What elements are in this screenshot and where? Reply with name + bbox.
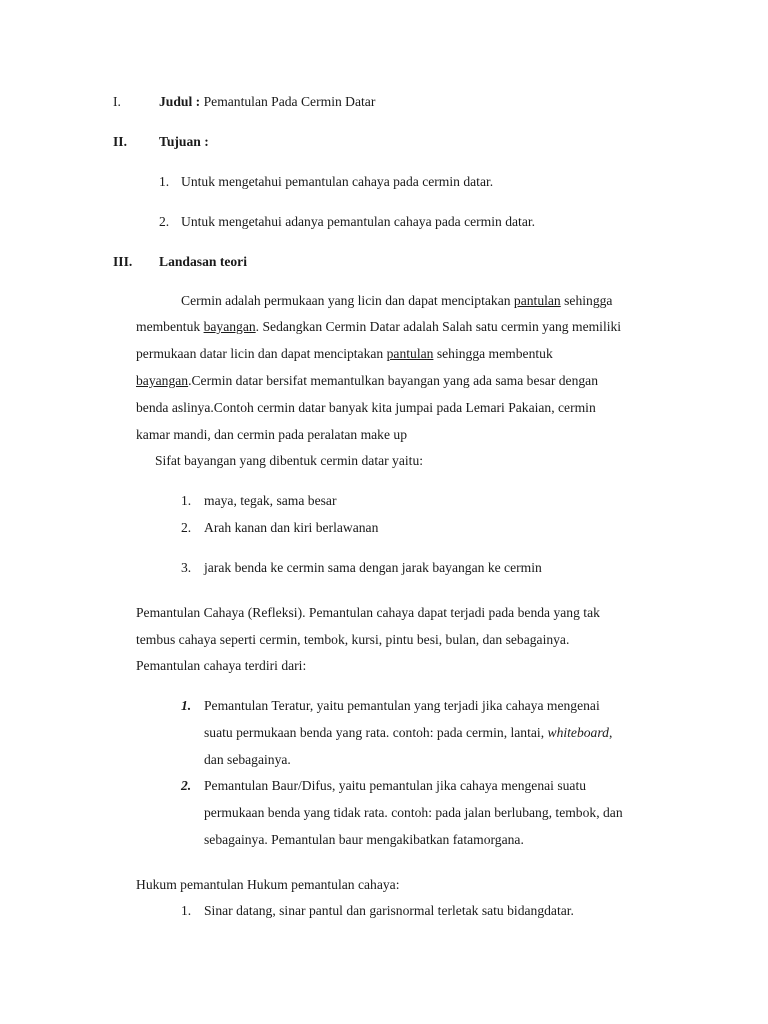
section-2-number: II.: [113, 134, 127, 149]
paragraph-line: Pemantulan Cahaya (Refleksi). Pemantulan cahaya dapat terjadi pada benda yang tak: [136, 605, 600, 620]
jenis-item-2-line: Pemantulan Baur/Difus, yaitu pemantulan jika cahaya mengenai suatu: [204, 778, 587, 793]
sifat-item-1-number: 1.: [181, 493, 192, 508]
jenis-item-2-number: 2.: [181, 778, 192, 793]
paragraph-line: Pemantulan cahaya terdiri dari:: [136, 658, 307, 673]
paragraph-line: tembus cahaya seperti cermin, tembok, kursi, pintu besi, bulan, dan sebagainya.: [136, 632, 570, 647]
paragraph-line: Cermin adalah permukaan yang licin dan dapat menciptakan pantulan sehingga: [181, 293, 613, 308]
paragraph-line: benda aslinya.Contoh cermin datar banyak kita jumpai pada Lemari Pakaian, cermin: [136, 400, 596, 415]
paragraph-line: membentuk bayangan. Sedangkan Cermin Datar adalah Salah satu cermin yang memiliki: [136, 319, 622, 334]
jenis-item-1-number: 1.: [181, 698, 192, 713]
hukum-intro: Hukum pemantulan Hukum pemantulan cahaya:: [136, 877, 400, 892]
section-1-heading: [159, 93, 375, 111]
paragraph-line: bayangan.Cermin datar bersifat memantulkan bayangan yang ada sama besar dengan: [136, 373, 599, 388]
underlined-term: bayangan: [136, 373, 189, 388]
paragraph-line: kamar mandi, dan cermin pada peralatan make up: [136, 427, 407, 442]
sifat-item-2-number: 2.: [181, 520, 192, 535]
sifat-item-2-text: Arah kanan dan kiri berlawanan: [204, 520, 379, 535]
section-2-label: Tujuan :: [159, 134, 209, 149]
jenis-item-1-line: dan sebagainya.: [204, 752, 291, 767]
jenis-item-2-line: sebagainya. Pemantulan baur mengakibatkan fatamorgana.: [204, 832, 524, 847]
underlined-term: bayangan: [203, 319, 256, 334]
tujuan-item-2-text: Untuk mengetahui adanya pemantulan cahaya pada cermin datar.: [181, 214, 536, 229]
underlined-term: pantulan: [513, 293, 561, 308]
hukum-item-1-number: 1.: [181, 903, 192, 918]
section-3-label: Landasan teori: [159, 254, 247, 269]
document-title: Pemantulan Pada Cermin Datar: [203, 94, 376, 109]
sifat-item-3-text: jarak benda ke cermin sama dengan jarak bayangan ke cermin: [204, 560, 542, 575]
sifat-intro: Sifat bayangan yang dibentuk cermin datar yaitu:: [155, 453, 424, 468]
sifat-item-1-text: maya, tegak, sama besar: [204, 493, 337, 508]
tujuan-item-2-number: 2.: [159, 214, 170, 229]
italic-term: whiteboard: [547, 725, 609, 740]
jenis-item-2-line: permukaan benda yang tidak rata. contoh: pada jalan berlubang, tembok, dan: [204, 805, 623, 820]
section-1-label: Judul :: [159, 94, 201, 109]
section-3-number: III.: [113, 254, 133, 269]
sifat-item-3-number: 3.: [181, 560, 192, 575]
hukum-item-1-text: Sinar datang, sinar pantul dan garisnormal terletak satu bidangdatar.: [204, 903, 574, 918]
jenis-item-1-line: suatu permukaan benda yang rata. contoh: pada cermin, lantai, whiteboard,: [204, 725, 613, 740]
tujuan-item-1-number: 1.: [159, 174, 170, 189]
underlined-term: pantulan: [386, 346, 434, 361]
paragraph-line: permukaan datar licin dan dapat menciptakan pantulan sehingga membentuk: [136, 346, 553, 361]
tujuan-item-1-text: Untuk mengetahui pemantulan cahaya pada cermin datar.: [181, 174, 494, 189]
jenis-item-1-line: Pemantulan Teratur, yaitu pemantulan yang terjadi jika cahaya mengenai: [204, 698, 600, 713]
section-1-number: I.: [113, 94, 121, 109]
